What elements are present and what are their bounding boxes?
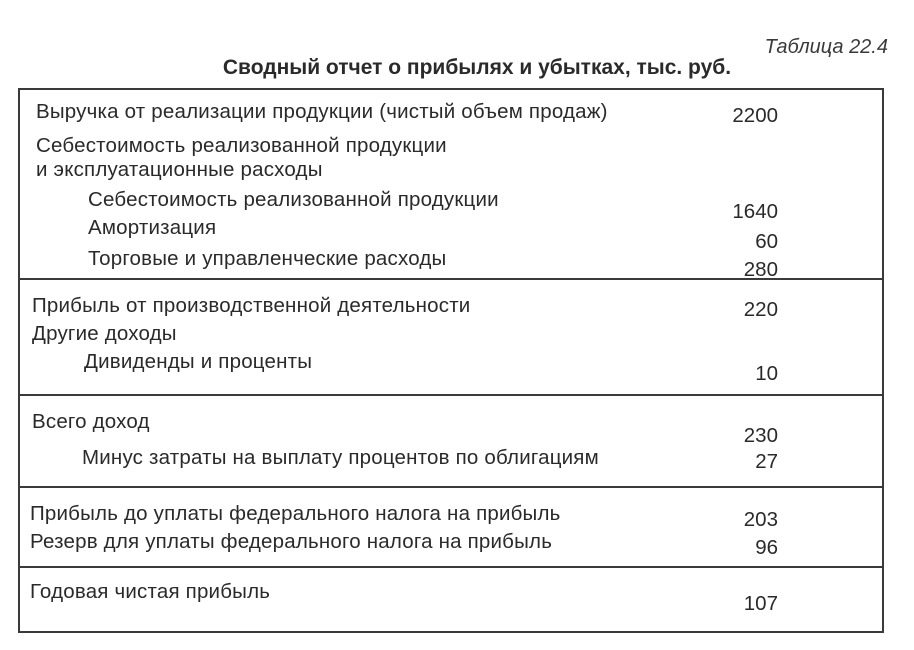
row-value: 10	[755, 362, 778, 385]
row-value: 60	[755, 230, 778, 253]
section-operating-profit	[20, 280, 882, 396]
table-row	[20, 100, 882, 128]
row-label: Годовая чистая прибыль	[30, 580, 271, 603]
row-value: 96	[755, 536, 778, 559]
table-row	[20, 406, 882, 447]
section-pretax-profit	[20, 488, 882, 568]
row-label: Себестоимость реализованной продукции	[36, 134, 447, 157]
row-value: 2200	[732, 104, 778, 127]
row-value: 27	[755, 450, 778, 473]
row-value: 107	[743, 592, 778, 615]
table-title: Сводный отчет о прибылях и убытках, тыс. руб.	[222, 56, 732, 79]
table-row	[20, 290, 882, 321]
row-label: Резерв для уплаты федерального налога на прибыль	[30, 530, 553, 553]
row-label: и эксплуатационные расходы	[36, 158, 323, 181]
section-total-income	[20, 396, 882, 488]
table-row	[20, 498, 882, 531]
row-label: Прибыль до уплаты федерального налога на прибыль	[30, 502, 561, 525]
row-label: Себестоимость реализованной продукции	[88, 188, 499, 211]
table-row	[20, 244, 882, 281]
row-label: Другие доходы	[32, 322, 177, 345]
table-row	[20, 442, 882, 473]
row-label: Прибыль от производственной деятельности	[32, 294, 471, 317]
table-row	[20, 214, 882, 253]
row-value: 220	[743, 298, 778, 321]
table-row	[20, 126, 882, 157]
table-row	[20, 526, 882, 559]
row-value: 203	[743, 508, 778, 531]
table-row	[20, 318, 882, 346]
table-row	[20, 186, 882, 223]
row-label: Выручка от реализации продукции (чистый объем продаж)	[36, 100, 608, 123]
row-value: 280	[743, 258, 778, 281]
section-net-profit	[20, 568, 882, 631]
row-value: 1640	[732, 200, 778, 223]
row-label: Всего доход	[32, 410, 150, 433]
table-row	[20, 348, 882, 385]
section-revenue-costs	[20, 90, 882, 280]
row-value: 230	[743, 424, 778, 447]
table-number-caption: Таблица 22.4	[764, 36, 888, 58]
table-row	[20, 578, 882, 615]
row-label: Дивиденды и проценты	[84, 350, 313, 373]
row-label: Минус затраты на выплату процентов по облигациям	[82, 446, 599, 469]
table-row	[20, 152, 882, 180]
row-label: Амортизация	[88, 216, 217, 239]
income-statement-table	[18, 88, 884, 633]
row-label: Торговые и управленческие расходы	[88, 247, 447, 270]
